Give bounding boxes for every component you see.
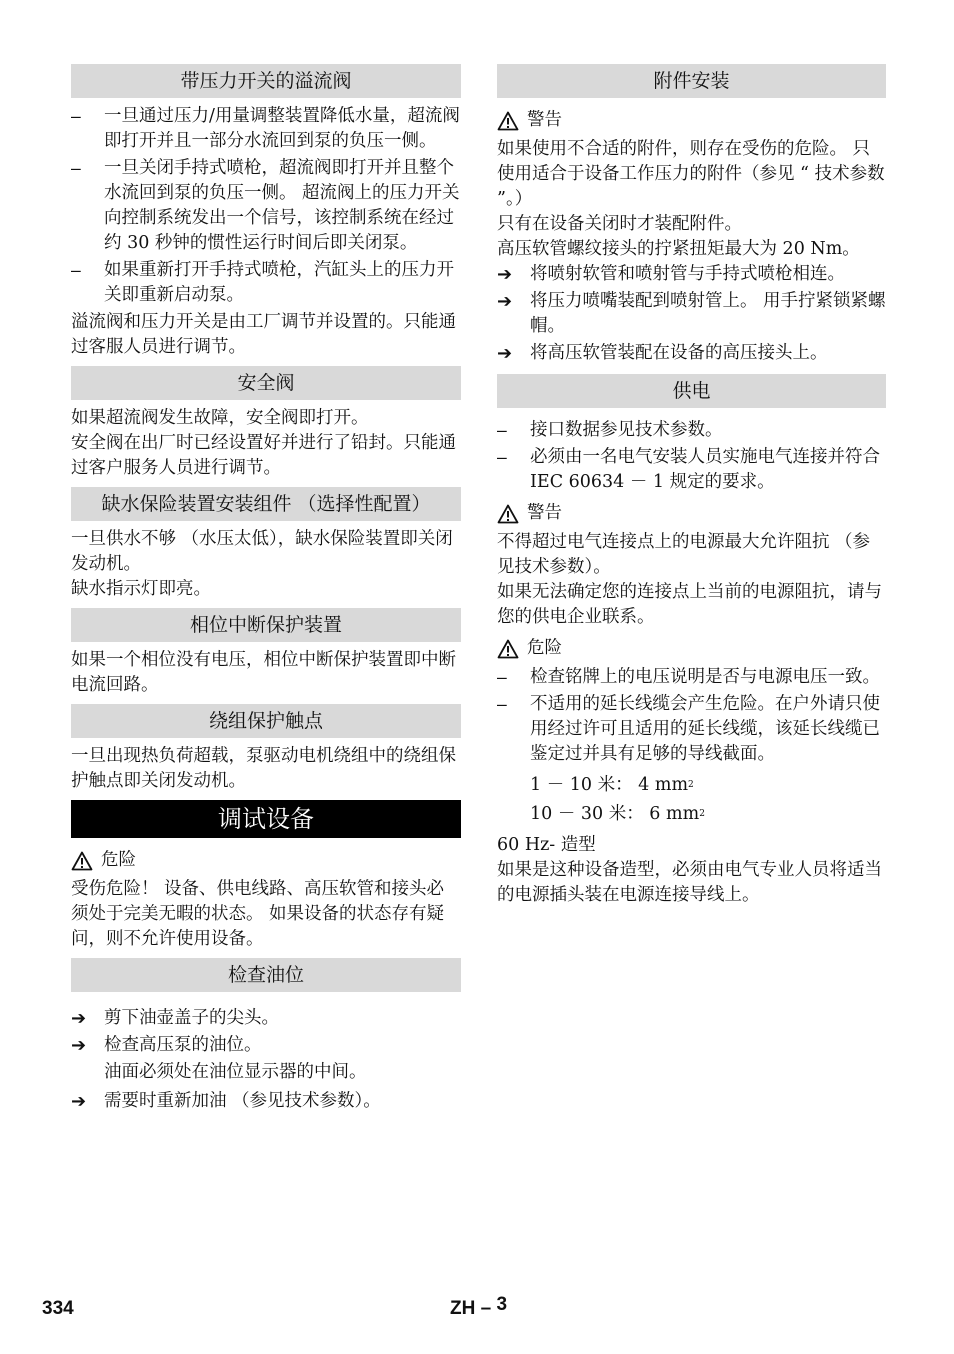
list-item: – 不适用的延长线缆会产生危险。在户外请只使用经过许可且适用的延长线缆，该延长线缆已鉴定过并具有足够的导线截面。 [497, 694, 880, 764]
sub-page-number: 3 [496, 1294, 508, 1315]
arrow-icon: ➔ [71, 1008, 87, 1029]
step-item: ➔ 将压力喷嘴装配到喷射管上。 用手拧紧锁紧螺帽。 [497, 291, 886, 336]
list-item: – 检查铭牌上的电压说明是否与电源电压一致。 [497, 665, 886, 690]
warning-notice [497, 108, 886, 133]
section-heading-oil-level: 检查油位 [71, 958, 461, 992]
warning-triangle-icon [71, 851, 93, 871]
warning-label: 警告 [527, 110, 562, 130]
arrow-icon: ➔ [497, 291, 513, 312]
step-item: ➔ 需要时重新加油 （参见技术参数）。 [71, 1091, 381, 1112]
section-heading-safety-valve: 安全阀 [71, 366, 461, 400]
dash-marker: – [71, 158, 81, 178]
arrow-icon: ➔ [497, 264, 513, 285]
body-text: 溢流阀和压力开关是由工厂调节并设置的。只能通过客服人员进行调节。 [71, 312, 456, 357]
step-note: 油面必须处在油位显示器的中间。 [104, 1062, 367, 1082]
warning-triangle-icon [497, 639, 519, 659]
warning-label: 警告 [527, 503, 562, 523]
body-text: 一旦出现热负荷超载，泵驱动电机绕组中的绕组保护触点即关闭发动机。 [71, 746, 456, 791]
dash-marker: – [71, 260, 81, 280]
danger-label: 危险 [527, 638, 562, 658]
section-heading-overflow-valve: 带压力开关的溢流阀 [71, 64, 461, 98]
body-text: 如果使用不合适的附件，则存在受伤的危险。 只使用适合于设备工作压力的附件（参见 “ 技术参数 ”。） [497, 139, 885, 209]
list-item: – 必须由一名电气安装人员实施电气连接并符合 IEC 60634 － 1 规定的要求。 [497, 447, 880, 492]
dash-marker: – [71, 106, 81, 126]
body-text: 如果无法确定您的连接点上当前的电源阻抗，请与您的供电企业联系。 [497, 582, 882, 627]
language-page-marker [450, 1294, 508, 1320]
dash-marker: – [497, 447, 507, 467]
separator: – [480, 1298, 492, 1319]
list-item: – 接口数据参见技术参数。 [497, 418, 886, 443]
body-text: 如果超流阀发生故障，安全阀即打开。 [71, 408, 369, 428]
body-text: 只有在设备关闭时才装配附件。 [497, 214, 742, 234]
body-text: 如果一个相位没有电压，相位中断保护装置即中断电流回路。 [71, 650, 456, 695]
section-heading-power-supply: 供电 [497, 374, 886, 408]
dash-marker: – [497, 420, 507, 440]
list-item: – 一旦关闭手持式喷枪，超流阀即打开并且整个水流回到泵的负压一侧。 超流阀上的压力开关向控制系统发出一个信号，该控制系统在经过约 30 秒钟的惯性运行时间后即关闭泵。 [71, 158, 460, 253]
section-heading-winding-protection: 绕组保护触点 [71, 704, 461, 738]
body-text: 高压软管螺纹接头的拧紧扭矩最大为 20 Nm。 [497, 239, 860, 259]
unit-superscript: 2 [688, 780, 694, 790]
arrow-icon: ➔ [71, 1035, 87, 1056]
step-item: ➔ 将高压软管装配在设备的高压接头上。 [497, 343, 828, 364]
body-text: 安全阀在出厂时已经设置好并进行了铅封。只能通过客户服务人员进行调节。 [71, 433, 456, 478]
chapter-heading-commissioning: 调试设备 [71, 800, 461, 838]
danger-notice [497, 636, 886, 661]
danger-label: 危险 [101, 850, 136, 870]
danger-notice [71, 848, 461, 873]
section-heading-water-shortage: 缺水保险装置安装组件 （选择性配置） [71, 487, 461, 521]
unit-superscript: 2 [699, 809, 705, 819]
list-item: – 一旦通过压力/用量调整装置降低水量，超流阀即打开并且一部分水流回到泵的负压一侧。 [71, 106, 460, 151]
sub-heading-60hz: 60 Hz- 造型 [497, 835, 596, 855]
body-text: 缺水指示灯即亮。 [71, 579, 211, 599]
list-item: – 如果重新打开手持式喷枪，汽缸头上的压力开关即重新启动泵。 [71, 260, 454, 305]
warning-triangle-icon [497, 111, 519, 131]
step-item: ➔ 剪下油壶盖子的尖头。 [71, 1008, 279, 1029]
body-text: 受伤危险！ 设备、供电线路、高压软管和接头必须处于完美无暇的状态。 如果设备的状态存有疑问，则不允许使用设备。 [71, 879, 445, 949]
right-column [497, 64, 886, 908]
warning-notice [497, 501, 886, 526]
arrow-icon: ➔ [497, 343, 513, 364]
body-text: 不得超过电气连接点上的电源最大允许阻抗 （参见技术参数）。 [497, 532, 871, 577]
body-text: 一旦供水不够 （水压太低），缺水保险装置即关闭发动机。 [71, 529, 453, 574]
arrow-icon: ➔ [71, 1091, 87, 1112]
dash-marker: – [497, 667, 507, 687]
left-column [71, 64, 461, 1116]
section-heading-accessories: 附件安装 [497, 64, 886, 98]
section-heading-phase-failure: 相位中断保护装置 [71, 608, 461, 642]
step-item: ➔ 将喷射软管和喷射管与手持式喷枪相连。 [497, 264, 845, 285]
page-number: 334 [42, 1298, 74, 1319]
body-text: 如果是这种设备造型，必须由电气专业人员将适当的电源插头装在电源连接导线上。 [497, 860, 882, 905]
cable-length-row: 10 － 30 米： 6 $mm^2$ [530, 804, 705, 824]
warning-triangle-icon [497, 504, 519, 524]
language-code: ZH [450, 1298, 476, 1319]
dash-marker: – [497, 694, 507, 714]
step-item: ➔ 检查高压泵的油位。 [71, 1035, 262, 1056]
cable-length-row: 1 － 10 米： 4 $mm^2$ [530, 775, 694, 795]
